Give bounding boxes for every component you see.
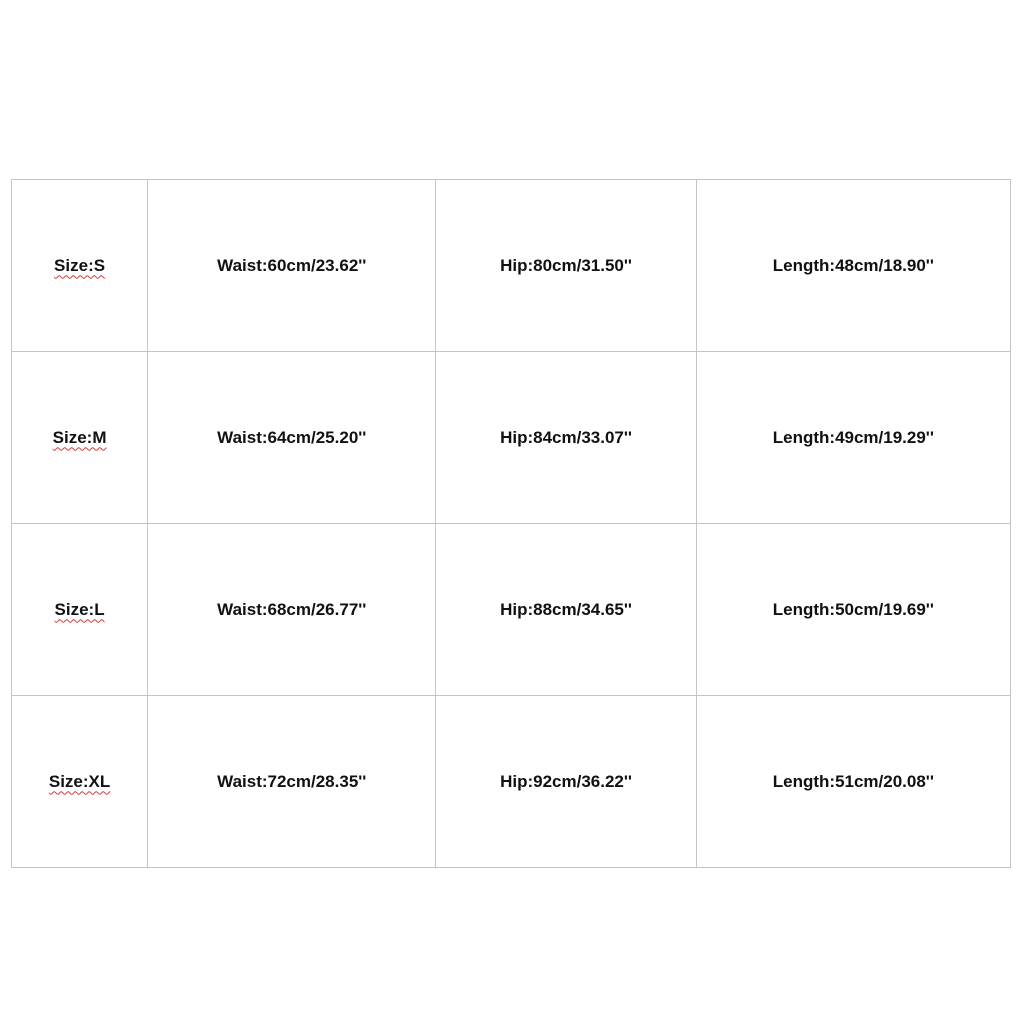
length-cell: Length:49cm/19.29'': [696, 352, 1010, 524]
size-label: Size:L: [54, 599, 105, 619]
size-chart-table: [11, 179, 1011, 868]
length-cell: Length:48cm/18.90'': [696, 180, 1010, 352]
size-cell: [12, 180, 148, 352]
size-cell: [12, 352, 148, 524]
waist-cell: Waist:64cm/25.20'': [148, 352, 436, 524]
size-cell: [12, 696, 148, 868]
size-label: Size:M: [52, 427, 107, 447]
hip-cell: Hip:80cm/31.50'': [436, 180, 696, 352]
table-row: [12, 180, 1011, 352]
length-cell: Length:51cm/20.08'': [696, 696, 1010, 868]
hip-cell: Hip:92cm/36.22'': [436, 696, 696, 868]
table-row: [12, 696, 1011, 868]
waist-cell: Waist:68cm/26.77'': [148, 524, 436, 696]
size-label: Size:XL: [48, 771, 111, 791]
waist-cell: Waist:72cm/28.35'': [148, 696, 436, 868]
hip-cell: Hip:84cm/33.07'': [436, 352, 696, 524]
hip-cell: Hip:88cm/34.65'': [436, 524, 696, 696]
table-row: [12, 524, 1011, 696]
length-cell: Length:50cm/19.69'': [696, 524, 1010, 696]
size-label: Size:S: [54, 255, 106, 275]
table-row: [12, 352, 1011, 524]
waist-cell: Waist:60cm/23.62'': [148, 180, 436, 352]
size-cell: [12, 524, 148, 696]
